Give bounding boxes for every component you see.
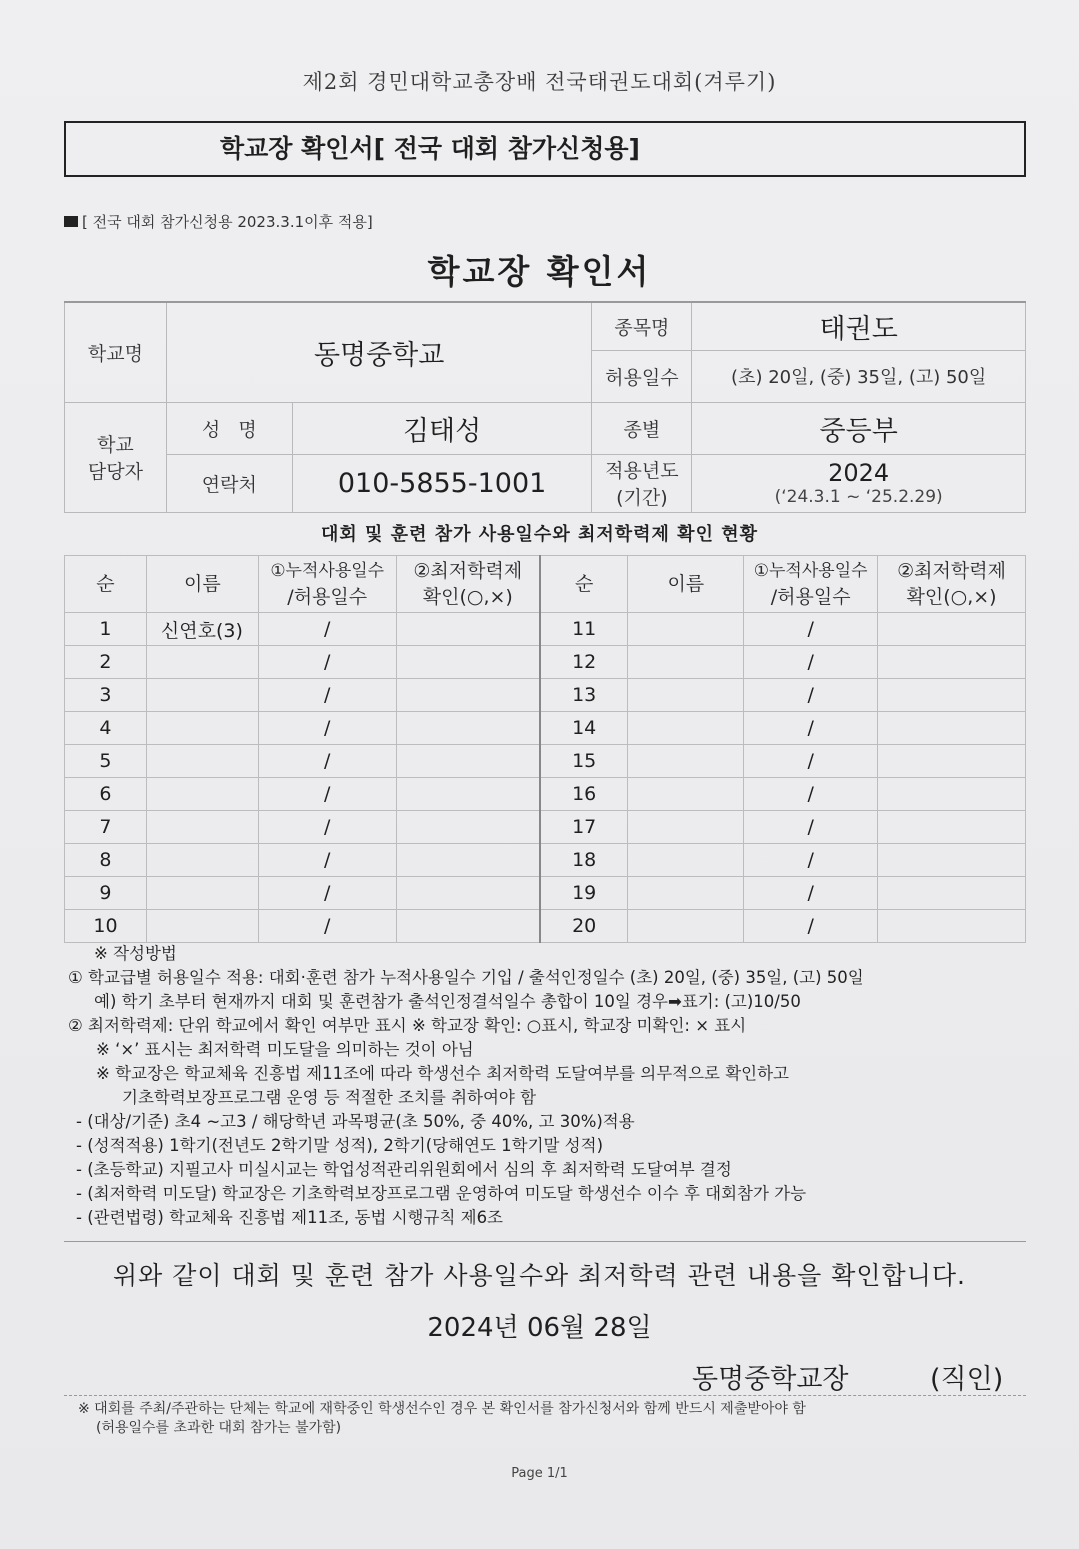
row-days-right: / — [744, 877, 878, 910]
row-days-right: / — [744, 712, 878, 745]
instructions — [64, 942, 1034, 1230]
name-value: 김태성 — [292, 402, 592, 454]
row-no-left: 5 — [65, 745, 147, 778]
row-days-left: / — [258, 877, 396, 910]
manager-label — [65, 402, 167, 512]
col-min-right-line1: ②최저학력제 — [897, 560, 1006, 582]
col-no-left: 순 — [65, 556, 147, 613]
row-name-right — [628, 745, 744, 778]
col-min-left-line1: ②최저학력제 — [413, 560, 523, 582]
roster-section-title: 대회 및 훈련 참가 사용일수와 최저학력제 확인 현황 — [320, 524, 758, 545]
table-row — [65, 646, 1026, 679]
row-no-left: 4 — [65, 712, 147, 745]
row-name-right — [628, 811, 744, 844]
note-item-1-example: 예) 학기 초부터 현재까지 대회 및 훈련참가 출석인정결석일수 총합이 10일 경우➡표기: (고)10/50 — [94, 992, 801, 1011]
name-label: 성 명 — [166, 402, 292, 454]
row-days-right: / — [744, 778, 878, 811]
note-item-2: ② 최저학력제: 단위 학교에서 확인 여부만 표시 ※ 학교장 확인: ○표시, 학교장 미확인: × 표시 — [68, 1016, 747, 1035]
row-no-left: 6 — [65, 778, 147, 811]
row-name-left — [146, 679, 258, 712]
row-name-right — [628, 844, 744, 877]
table-row — [65, 778, 1026, 811]
table-row — [65, 844, 1026, 877]
col-name-left: 이름 — [146, 556, 258, 613]
manager-label-line2: 담당자 — [87, 461, 143, 483]
col-min-left — [396, 556, 540, 613]
row-no-left: 1 — [65, 613, 147, 646]
row-check-left — [396, 646, 540, 679]
row-days-left: / — [258, 778, 396, 811]
table-row — [65, 613, 1026, 646]
info-table — [64, 301, 1026, 513]
row-no-right: 17 — [540, 811, 628, 844]
roster-body — [65, 613, 1026, 943]
note-detail-3: - (초등학교) 지필고사 미실시교는 학업성적관리위원회에서 심의 후 최저학력 도달여부 결정 — [76, 1160, 732, 1179]
row-name-left — [146, 811, 258, 844]
row-no-right: 15 — [540, 745, 628, 778]
event-title: 제2회 경민대학교총장배 전국태권도대회(겨루기) — [302, 70, 777, 94]
row-name-right — [628, 646, 744, 679]
notes-heading: ※ 작성방법 — [94, 944, 177, 963]
row-days-right: / — [744, 646, 878, 679]
note-sub-1: ※ ‘×’ 표시는 최저학력 미도달을 의미하는 것이 아님 — [96, 1040, 474, 1059]
row-name-right — [628, 778, 744, 811]
note-item-1: ① 학교급별 허용일수 적용: 대회·훈련 참가 누적사용일수 기입 / 출석인정일수 (초) 20일, (중) 35일, (고) 50일 — [68, 968, 864, 987]
main-title: 학교장 확인서 — [427, 252, 652, 291]
allowed-days-value: (초) 20일, (중) 35일, (고) 50일 — [692, 350, 1026, 402]
row-check-left — [396, 778, 540, 811]
row-check-left — [396, 745, 540, 778]
col-min-right — [878, 556, 1026, 613]
col-days-left-line2: /허용일수 — [287, 586, 368, 608]
row-no-left: 2 — [65, 646, 147, 679]
row-name-left — [146, 778, 258, 811]
row-no-right: 19 — [540, 877, 628, 910]
row-no-left: 10 — [65, 910, 147, 943]
divider — [64, 1241, 1026, 1242]
row-no-left: 9 — [65, 877, 147, 910]
row-no-right: 20 — [540, 910, 628, 943]
page-number: Page 1/1 — [511, 1466, 568, 1481]
row-check-left — [396, 613, 540, 646]
allowed-days-label: 허용일수 — [592, 350, 692, 402]
sport-label: 종목명 — [592, 302, 692, 350]
row-name-right — [628, 910, 744, 943]
row-check-right — [878, 712, 1026, 745]
row-no-right: 12 — [540, 646, 628, 679]
row-name-right — [628, 712, 744, 745]
period-value: (‘24.3.1 ~ ‘25.2.29) — [774, 487, 943, 507]
roster-header-row — [65, 556, 1026, 613]
table-row — [65, 712, 1026, 745]
school-label: 학교명 — [65, 302, 167, 402]
table-row — [65, 910, 1026, 943]
table-row — [65, 811, 1026, 844]
row-no-right: 16 — [540, 778, 628, 811]
row-no-left: 8 — [65, 844, 147, 877]
row-name-left — [146, 844, 258, 877]
notice-tag-text: [ 전국 대회 참가신청용 2023.3.1이후 적용] — [82, 213, 373, 231]
manager-label-line1: 학교 — [97, 434, 134, 456]
row-name-left — [146, 712, 258, 745]
note-detail-2: - (성적적용) 1학기(전년도 2학기말 성적), 2학기(당해연도 1학기말 성적) — [76, 1136, 604, 1155]
row-days-right: / — [744, 745, 878, 778]
row-check-right — [878, 646, 1026, 679]
row-days-left: / — [258, 844, 396, 877]
principal-name: 동명중학교장 — [692, 1364, 849, 1395]
col-days-left-line1: ①누적사용일수 — [270, 561, 385, 581]
row-check-left — [396, 910, 540, 943]
col-no-right: 순 — [540, 556, 628, 613]
row-no-right: 11 — [540, 613, 628, 646]
row-days-right: / — [744, 679, 878, 712]
row-check-right — [878, 910, 1026, 943]
row-name-right — [628, 877, 744, 910]
category-label: 종별 — [592, 402, 692, 454]
row-days-left: / — [258, 910, 396, 943]
row-check-right — [878, 679, 1026, 712]
col-days-right — [744, 556, 878, 613]
row-name-left — [146, 877, 258, 910]
note-sub-2-cont: 기초학력보장프로그램 운영 등 적절한 조치를 취하여야 함 — [122, 1088, 537, 1107]
footnote-line-1: ※ 대회를 주최/주관하는 단체는 학교에 재학중인 학생선수인 경우 본 확인서를 참가신청서와 함께 반드시 제출받아야 함 — [78, 1401, 806, 1417]
row-no-left: 3 — [65, 679, 147, 712]
row-name-left — [146, 910, 258, 943]
confirm-statement: 위와 같이 대회 및 훈련 참가 사용일수와 최저학력 관련 내용을 확인합니다. — [113, 1261, 966, 1290]
year-label-line1: 적용년도 — [605, 460, 679, 482]
row-days-left: / — [258, 646, 396, 679]
row-days-right: / — [744, 844, 878, 877]
row-name-right — [628, 613, 744, 646]
row-check-right — [878, 811, 1026, 844]
note-detail-1: - (대상/기준) 초4 ~고3 / 해당학년 과목평균(초 50%, 중 40%, 고 30%)적용 — [76, 1112, 635, 1131]
year-value: 2024 — [828, 459, 890, 487]
sport-value: 태권도 — [692, 302, 1026, 350]
notice-tag — [64, 211, 373, 232]
row-name-left — [146, 745, 258, 778]
row-check-right — [878, 778, 1026, 811]
note-detail-5: - (관련법령) 학교체육 진흥법 제11조, 동법 시행규칙 제6조 — [76, 1208, 503, 1227]
row-days-right: / — [744, 613, 878, 646]
document-title-box: 학교장 확인서[ 전국 대회 참가신청용] — [64, 121, 1026, 177]
roster-table — [64, 555, 1026, 943]
note-sub-2: ※ 학교장은 학교체육 진흥법 제11조에 따라 학생선수 최저학력 도달여부를 의무적으로 확인하고 — [96, 1064, 789, 1083]
col-min-right-line2: 확인(○,×) — [906, 586, 997, 608]
row-no-right: 18 — [540, 844, 628, 877]
row-days-right: / — [744, 910, 878, 943]
row-no-right: 13 — [540, 679, 628, 712]
year-label — [592, 454, 692, 512]
row-no-left: 7 — [65, 811, 147, 844]
year-label-line2: (기간) — [616, 487, 668, 509]
contact-label: 연락처 — [166, 454, 292, 512]
row-check-left — [396, 712, 540, 745]
year-cell — [692, 454, 1026, 512]
row-no-right: 14 — [540, 712, 628, 745]
row-check-left — [396, 877, 540, 910]
row-check-left — [396, 844, 540, 877]
contact-value: 010-5855-1001 — [292, 454, 592, 512]
footnote — [78, 1400, 1018, 1438]
row-days-left: / — [258, 679, 396, 712]
col-min-left-line2: 확인(○,×) — [422, 586, 513, 608]
row-days-left: / — [258, 811, 396, 844]
row-days-left: / — [258, 745, 396, 778]
row-name-right — [628, 679, 744, 712]
row-check-right — [878, 877, 1026, 910]
row-days-right: / — [744, 811, 878, 844]
row-check-right — [878, 613, 1026, 646]
row-days-left: / — [258, 712, 396, 745]
table-row — [65, 679, 1026, 712]
table-row — [65, 877, 1026, 910]
category-value: 중등부 — [692, 402, 1026, 454]
col-days-right-line2: /허용일수 — [770, 586, 851, 608]
row-name-left: 신연호(3) — [146, 613, 258, 646]
black-square-icon — [64, 216, 78, 227]
row-check-right — [878, 844, 1026, 877]
row-days-left: / — [258, 613, 396, 646]
footnote-divider — [64, 1395, 1026, 1396]
school-value: 동명중학교 — [166, 302, 592, 402]
signature-date: 2024년 06월 28일 — [427, 1313, 652, 1343]
row-check-right — [878, 745, 1026, 778]
row-check-left — [396, 811, 540, 844]
col-days-right-line1: ①누적사용일수 — [753, 561, 868, 581]
footnote-line-2: (허용일수를 초과한 대회 참가는 불가함) — [96, 1420, 342, 1436]
table-row — [65, 745, 1026, 778]
col-days-left — [258, 556, 396, 613]
row-name-left — [146, 646, 258, 679]
col-name-right: 이름 — [628, 556, 744, 613]
note-detail-4: - (최저학력 미도달) 학교장은 기초학력보장프로그램 운영하여 미도달 학생선수 이수 후 대회참가 가능 — [76, 1184, 807, 1203]
row-check-left — [396, 679, 540, 712]
seal-placeholder: (직인) — [930, 1364, 1004, 1395]
